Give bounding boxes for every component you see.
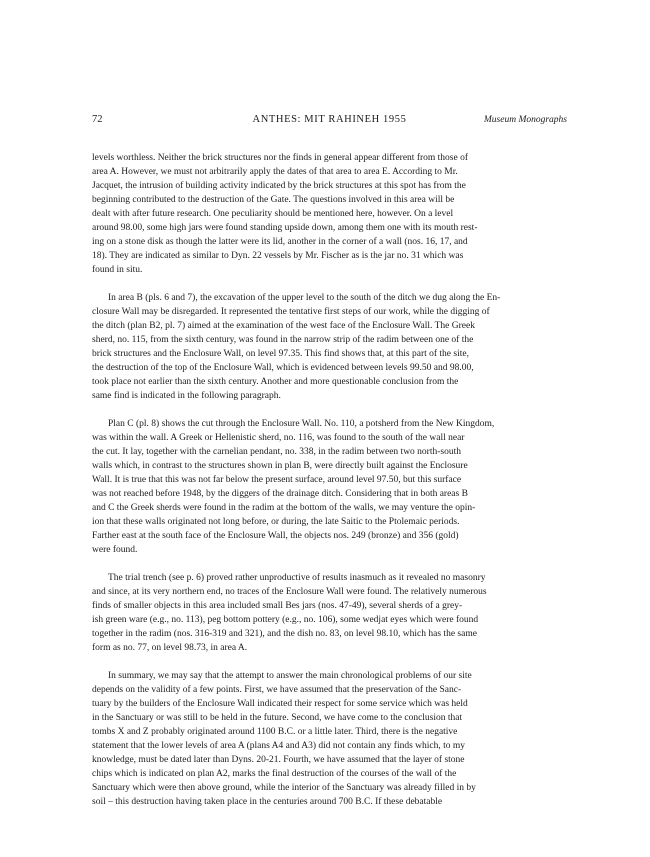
text-line: chips which is indicated on plan A2, marks the final destruction of the courses of the wall of the [92,769,457,779]
text-line: form as no. 77, on level 98.73, in area A. [92,643,248,653]
text-line: the ditch (plan B2, pl. 7) aimed at the examination of the west face of the Enclosure Wall. The Greek [92,321,475,331]
paragraph [92,571,567,655]
text-line: statement that the lower levels of area A (plans A4 and A3) did not contain any finds which, to my [92,741,466,751]
text-line: the cut. It lay, together with the carnelian pendant, no. 338, in the radim between two north-south [92,447,461,457]
text-line: was not reached before 1948, by the diggers of the drainage ditch. Considering that in both areas B [92,489,468,499]
text-line: In area B (pls. 6 and 7), the excavation of the upper level to the south of the ditch we dug along the En- [108,293,501,303]
text-line: walls which, in contrast to the structures shown in plan B, were directly built against the Enclosure [92,461,468,471]
text-line: took place not earlier than the sixth century. Another and more questionable conclusion from the [92,377,459,387]
text-line: and C the Greek sherds were found in the radim at the bottom of the walls, we may venture the opin- [92,503,476,513]
text-line: brick structures and the Enclosure Wall, on level 97.35. This find shows that, at this part of the site, [92,349,469,359]
text-line: closure Wall may be disregarded. It represented the tentative first steps of our work, while the digging of [92,307,490,317]
text-line: tuary by the builders of the Enclosure Wall indicated their respect for some service which was held [92,699,468,709]
text-line: ish green ware (e.g., no. 113), peg bottom pottery (e.g., no. 106), some wedjat eyes which were found [92,615,479,625]
text-line: was within the wall. A Greek or Hellenistic sherd, no. 116, was found to the south of the wall near [92,433,465,443]
text-line: dealt with after future research. One peculiarity should be mentioned here, however. On a level [92,209,454,219]
paragraph [92,151,567,277]
text-line: levels worthless. Neither the brick structures nor the finds in general appear different from those of [92,153,469,163]
text-line: together in the radim (nos. 316-319 and 321), and the dish no. 83, on level 98.10, which has the same [92,629,477,639]
paragraph [92,291,567,403]
paragraph [92,669,567,809]
text-line: ion that these walls originated not long before, or during, the late Saitic to the Ptolemaic periods. [92,517,460,527]
text-line: Sanctuary which were then above ground, while the interior of the Sanctuary was already filled in by [92,783,476,793]
text-line: soil – this destruction having taken place in the centuries around 700 B.C. If these debatable [92,797,443,807]
text-line: Jacquet, the intrusion of building activity indicated by the brick structures at this spot has from the [92,181,466,191]
text-line: and since, at its very northern end, no traces of the Enclosure Wall were found. The relatively numerous [92,587,487,597]
running-title: ANTHES: MIT RAHINEH 1955 [252,114,407,125]
text-line: were found. [92,545,138,555]
text-line: Farther east at the south face of the Enclosure Wall, the objects nos. 249 (bronze) and 356 (gold) [92,531,459,541]
series-title: Museum Monographs [483,115,567,125]
text-line: depends on the validity of a few points. First, we have assumed that the preservation of the Sanc- [92,685,462,695]
text-line: around 98.00, some high jars were found standing upside down, among them one with its mouth rest- [92,223,478,233]
text-line: same find is indicated in the following paragraph. [92,391,281,401]
paragraph [92,417,567,557]
text-line: 18). They are indicated as similar to Dyn. 22 vessels by Mr. Fischer as is the jar no. 31 which was [92,251,464,261]
text-line: Plan C (pl. 8) shows the cut through the Enclosure Wall. No. 110, a potsherd from the New Kingdom, [108,419,495,429]
text-line: sherd, no. 115, from the sixth century, was found in the narrow strip of the radim between one of the [92,335,474,345]
running-head [92,112,567,128]
text-line: The trial trench (see p. 6) proved rather unproductive of results inasmuch as it revealed no masonry [108,573,486,583]
page-number: 72 [92,114,103,125]
text-line: ing on a stone disk as though the latter were its lid, another in the corner of a wall (nos. 16, 17, and [92,237,468,247]
text-line: In summary, we may say that the attempt to answer the main chronological problems of our site [108,671,472,681]
text-line: beginning contributed to the destruction of the Gate. The questions involved in this area will be [92,195,455,205]
text-line: area A. However, we must not arbitrarily apply the dates of that area to area E. According to Mr. [92,167,458,177]
text-line: in the Sanctuary or was still to be held in the future. Second, we have come to the conclusion that [92,713,463,723]
text-line: Wall. It is true that this was not far below the present surface, around level 97.50, but this surface [92,475,462,485]
text-line: finds of smaller objects in this area included small Bes jars (nos. 47-49), several sherds of a grey- [92,601,463,611]
body-text [92,151,567,809]
text-line: found in situ. [92,265,143,275]
text-line: the destruction of the top of the Enclosure Wall, which is evidenced between levels 99.50 and 98.00, [92,363,474,373]
text-line: tombs X and Z probably originated around 1100 B.C. or a little later. Third, there is the negative [92,727,458,737]
text-line: knowledge, must be dated later than Dyns. 20-21. Fourth, we have assumed that the layer of stone [92,755,465,765]
